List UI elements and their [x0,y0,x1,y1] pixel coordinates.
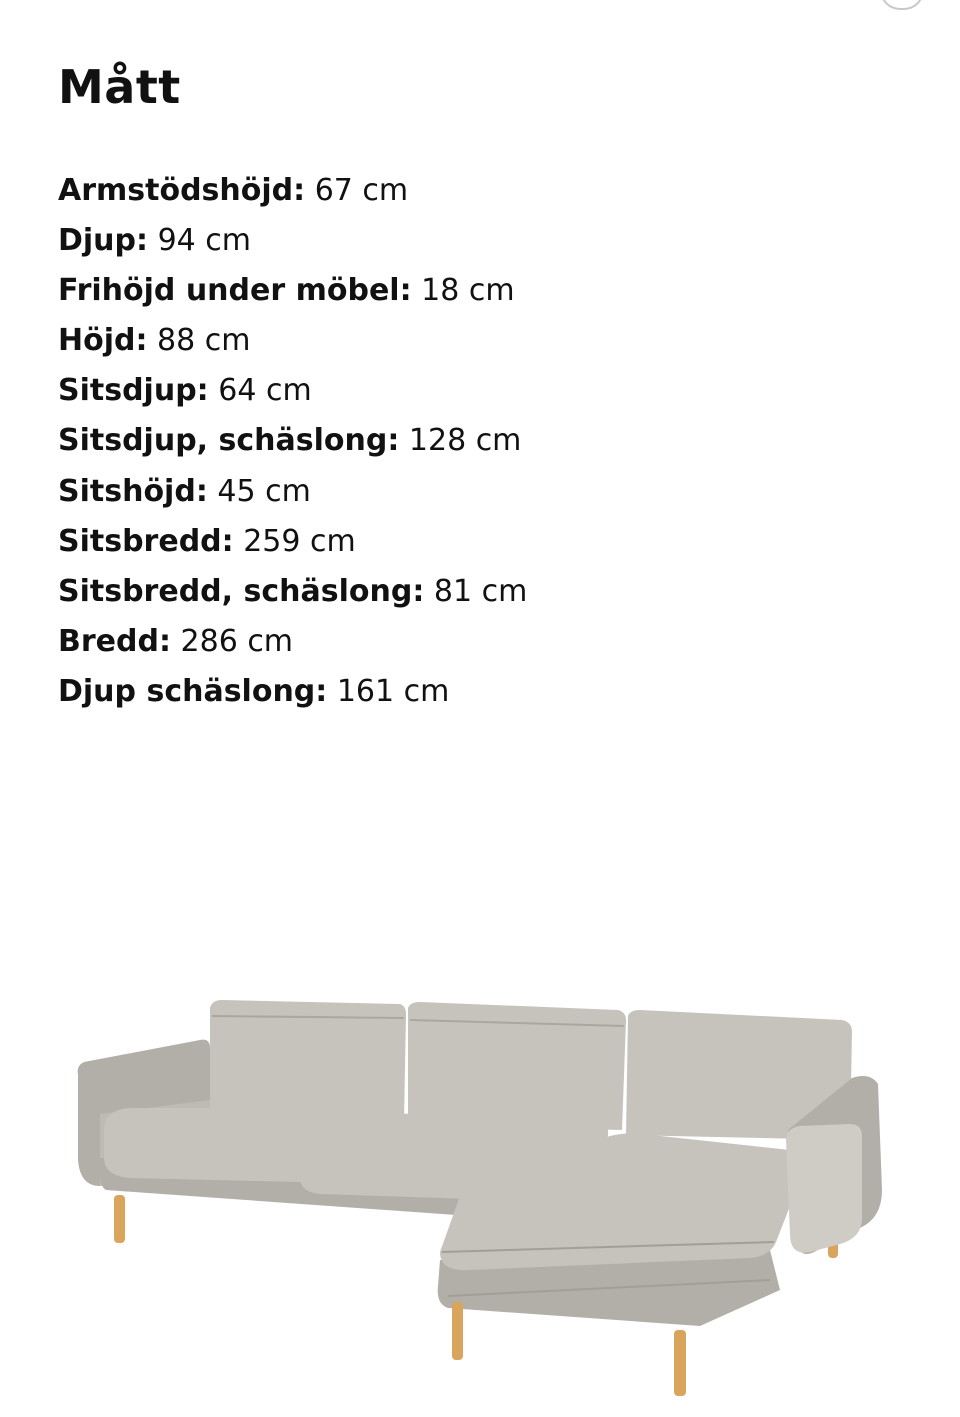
dimension-value: 67 cm [314,173,409,208]
dimension-row [58,467,527,517]
dimension-row [58,567,527,617]
dimension-value: 94 cm [157,223,251,259]
dimension-row [58,667,527,717]
sofa-with-chaise-image [70,990,890,1400]
dimension-label: Sitsdjup, schäslong: [58,423,400,459]
page-title: Mått [58,60,181,114]
dimension-value: 161 cm [336,673,450,709]
dimension-row [58,216,527,266]
dimension-label: Armstödshöjd: [58,173,306,208]
dimension-label: Sitsbredd: [58,523,234,559]
dimension-value: 88 cm [157,323,251,359]
dimension-label: Bredd: [58,623,171,659]
dimension-label: Sitsbredd, schäslong: [58,573,425,609]
dimension-row [58,366,527,416]
dimension-value: 64 cm [218,373,312,409]
dimension-row [58,617,527,667]
dimension-value: 128 cm [408,423,522,459]
dimension-value: 286 cm [180,623,294,659]
dimension-label: Sitsdjup: [58,373,209,409]
dimension-value: 81 cm [433,573,528,609]
dimension-value: 259 cm [243,523,356,559]
dimension-label: Sitshöjd: [58,473,208,509]
dimension-row [58,517,527,567]
dimension-value: 18 cm [421,273,515,309]
dimensions-list [58,166,527,717]
dimension-value: 45 cm [217,473,311,509]
dimension-label: Djup: [58,223,149,259]
dimension-label: Höjd: [58,323,148,359]
dimension-label: Djup schäslong: [58,673,328,709]
dimension-label: Frihöjd under möbel: [58,273,412,309]
dimension-row [58,166,527,216]
dimension-row [58,266,527,316]
dimension-row [58,416,527,466]
close-button[interactable] [880,0,924,10]
dimension-row [58,316,527,366]
